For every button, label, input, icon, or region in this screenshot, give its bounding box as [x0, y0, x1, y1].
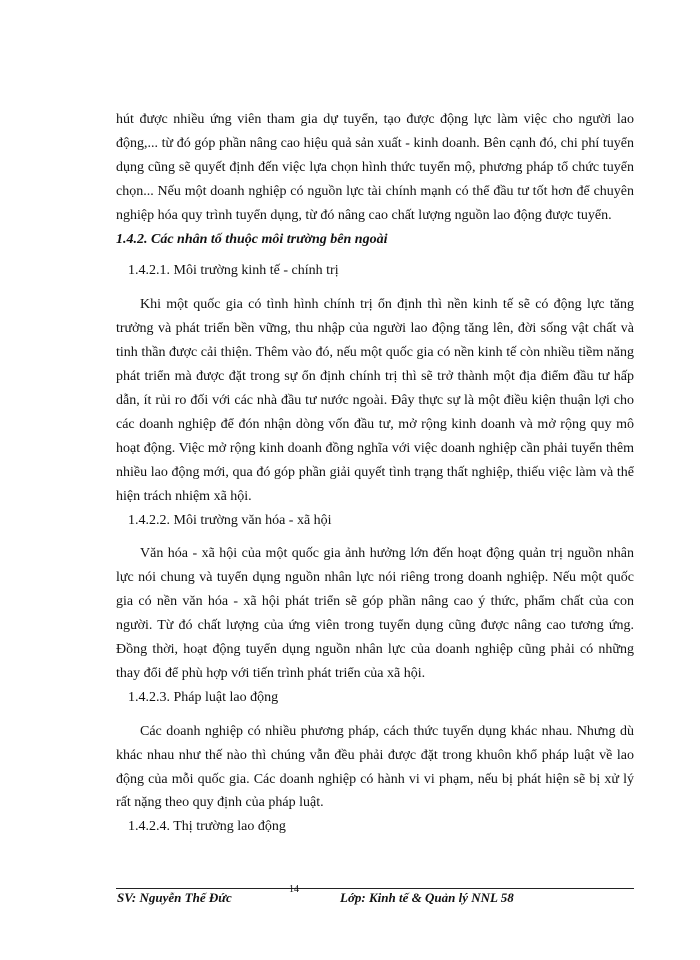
footer-student-name: SV: Nguyễn Thế Đức	[117, 890, 232, 905]
footer-divider	[116, 888, 634, 889]
section-heading-external-factors: 1.4.2. Các nhân tố thuộc môi trường bên ngoài	[116, 231, 388, 247]
footer-class-label: Lớp: Kinh tế & Quản lý NNL 58	[340, 890, 514, 905]
spacer	[116, 251, 634, 259]
page-body	[116, 108, 634, 839]
spacer	[116, 283, 634, 293]
subsection-labor-market: 1.4.2.4. Thị trường lao động	[128, 819, 286, 835]
spacer	[116, 532, 634, 542]
spacer	[116, 710, 634, 720]
paragraph-economic-political: Khi một quốc gia có tình hình chính trị ổn định thì nền kinh tế sẽ có động lực tăng trưởng và phát triển bền vững, thu nhập của người lao động tăng lên, đời sống vật chất và tinh thần được cải thiện. Thêm vào đó, nếu một quốc gia có nền kinh tế còn nhiều tiềm năng phát triển mà được đặt trong sự ổn định chính trị thì sẽ trở thành một địa điểm đầu tư hấp dẫn, ít rủi ro đối với các nhà đầu tư nước ngoài. Đây thực sự là một điều kiện thuận lợi cho các doanh nghiệp để đón nhận dòng vốn đầu tư, mở rộng kinh doanh và mở rộng quy mô hoạt động. Việc mở rộng kinh doanh đồng nghĩa với việc doanh nghiệp cần phải tuyển thêm nhiều lao động mới, qua đó góp phần giải quyết tình trạng thất nghiệp, thiếu việc làm và thể hiện trách nhiệm xã hội.	[116, 297, 634, 504]
paragraph-recruitment-cost: hút được nhiều ứng viên tham gia dự tuyển, tạo được động lực làm việc cho người lao động,... từ đó góp phần nâng cao hiệu quả sản xuất - kinh doanh. Bên cạnh đó, chi phí tuyển dụng cũng sẽ quyết định đến việc lựa chọn hình thức tuyển mộ, phương pháp tổ chức tuyển chọn... Nếu một doanh nghiệp có nguồn lực tài chính mạnh có thể đầu tư tốt hơn để chuyên nghiệp hóa quy trình tuyển dụng, từ đó nâng cao chất lượng nguồn lao động được tuyển.	[116, 112, 634, 223]
subsection-cultural-social: 1.4.2.2. Môi trường văn hóa - xã hội	[128, 512, 332, 528]
subsection-labor-law: 1.4.2.3. Pháp luật lao động	[128, 689, 279, 705]
paragraph-cultural-social: Văn hóa - xã hội của một quốc gia ảnh hưởng lớn đến hoạt động quản trị nguồn nhân lực nói chung và tuyển dụng nguồn nhân lực nói riêng trong doanh nghiệp. Nếu một quốc gia có nền văn hóa - xã hội phát triển sẽ góp phần nâng cao ý thức, phẩm chất của con người. Từ đó chất lượng của ứng viên trong tuyển dụng cũng được nâng cao tương ứng. Đồng thời, hoạt động tuyển dụng nguồn nhân lực của doanh nghiệp cũng phải có những thay đổi để phù hợp với tiến trình phát triển của xã hội.	[116, 546, 634, 681]
subsection-economic-political: 1.4.2.1. Môi trường kinh tế - chính trị	[128, 263, 339, 279]
paragraph-labor-law: Các doanh nghiệp có nhiều phương pháp, cách thức tuyển dụng khác nhau. Nhưng dù khác nhau như thế nào thì chúng vẫn đều phải được đặt trong khuôn khổ pháp luật về lao động của mỗi quốc gia. Các doanh nghiệp có hành vi vi phạm, nếu bị phát hiện sẽ bị xử lý rất nặng theo quy định của pháp luật.	[116, 723, 634, 811]
page-number: 14	[289, 884, 299, 895]
